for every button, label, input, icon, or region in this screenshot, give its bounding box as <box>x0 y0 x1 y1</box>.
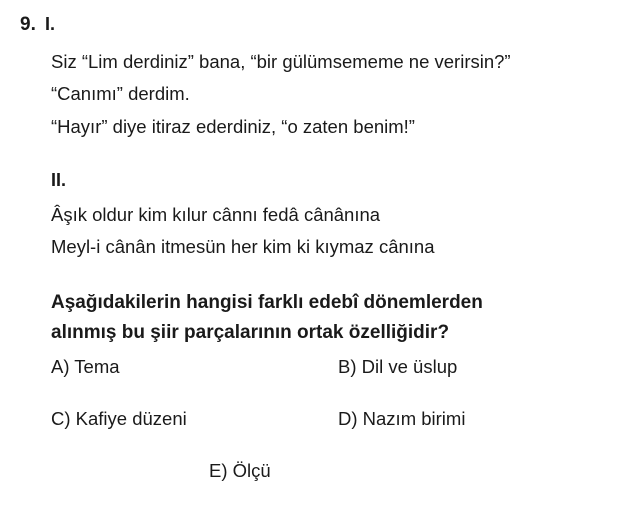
part1-line-3: “Hayır” diye itiraz ederdiniz, “o zaten benim!” <box>51 116 415 137</box>
part2-line-2: Meyl-i cânân itmesün her kim ki kıymaz cânına <box>51 236 435 257</box>
part1-line-1: Siz “Lim derdiniz” bana, “bir gülümsememe ne verirsin?” <box>51 51 511 72</box>
part1-label: I. <box>45 14 56 34</box>
part1-line-2: “Canımı” derdim. <box>51 83 190 104</box>
option-a[interactable]: A) Tema <box>51 356 120 377</box>
question-prompt-line-1: Aşağıdakilerin hangisi farklı edebî dönemlerden <box>51 292 483 313</box>
question-prompt-line-2: alınmış bu şiir parçalarının ortak özelliğidir? <box>51 322 450 343</box>
option-e[interactable]: E) Ölçü <box>209 460 271 481</box>
part2-label: II. <box>51 170 67 190</box>
option-c[interactable]: C) Kafiye düzeni <box>51 408 187 429</box>
option-b[interactable]: B) Dil ve üslup <box>338 356 458 377</box>
question-number: 9. <box>20 14 36 35</box>
part2-line-1: Âşık oldur kim kılur cânnı fedâ cânânına <box>51 204 381 225</box>
option-d[interactable]: D) Nazım birimi <box>338 408 466 429</box>
